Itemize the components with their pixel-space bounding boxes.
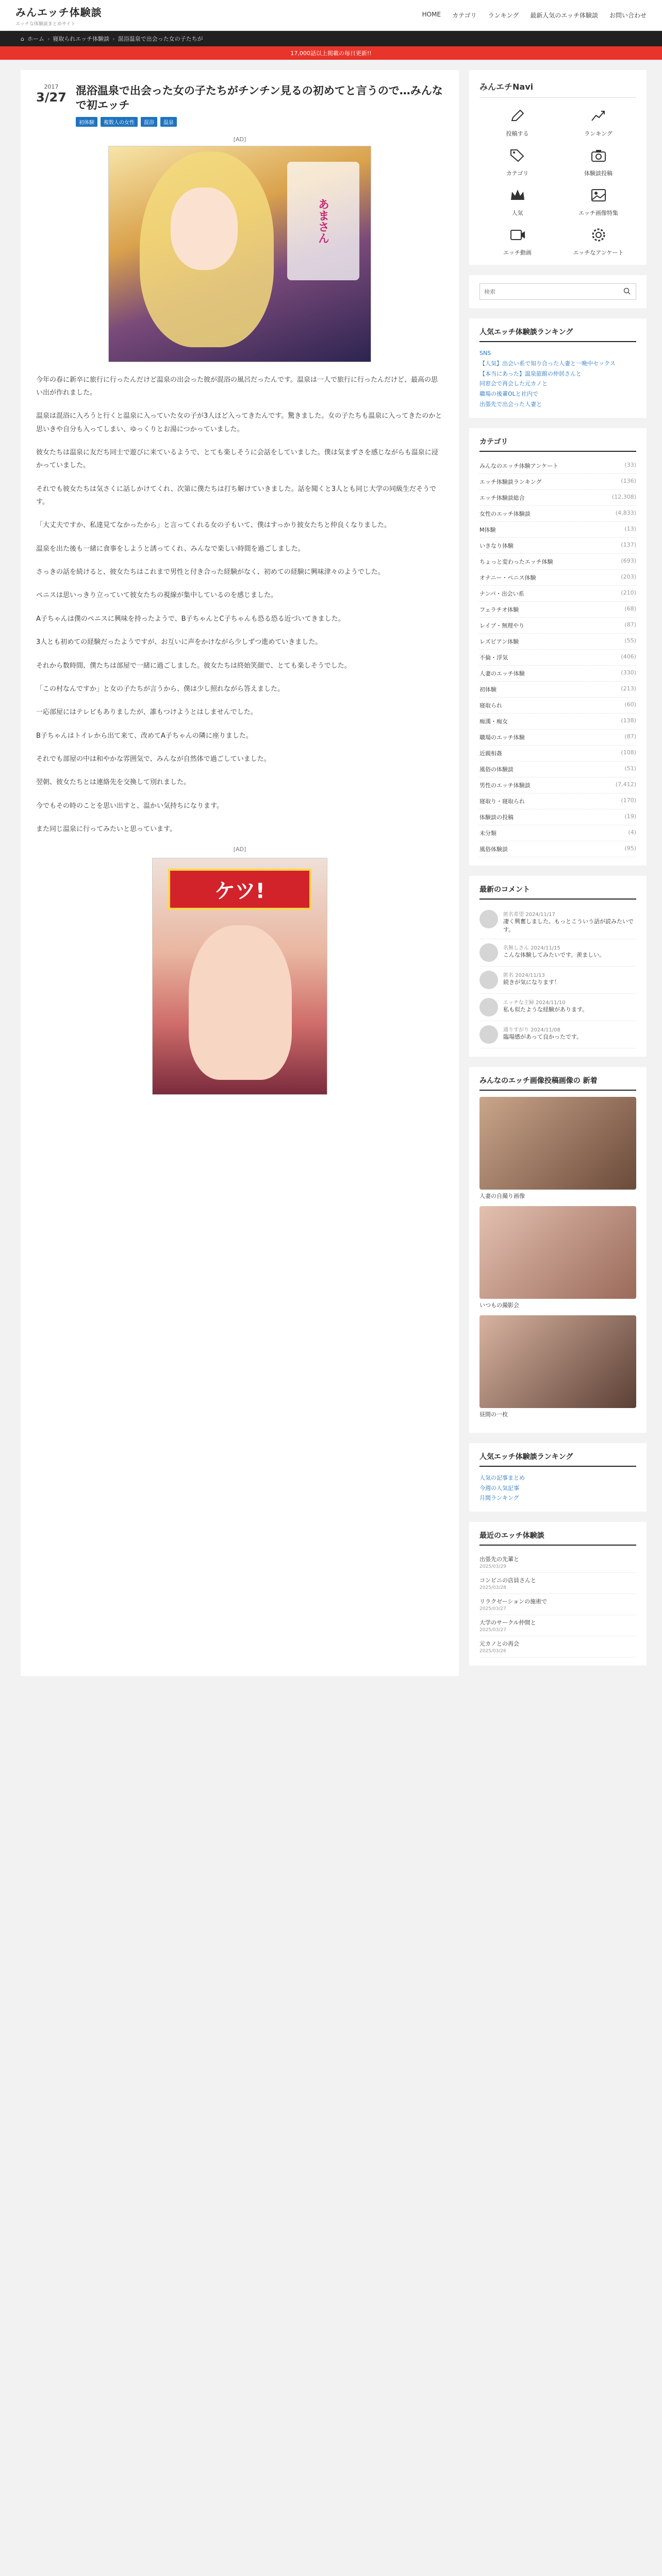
- category-item[interactable]: [479, 474, 636, 490]
- comment-text: こんな体験してみたいです。羨ましい。: [503, 951, 605, 958]
- category-widget: [469, 428, 647, 866]
- category-item[interactable]: [479, 745, 636, 761]
- comment-meta: [503, 1025, 582, 1033]
- camera-icon: [590, 147, 607, 166]
- category-item[interactable]: [479, 634, 636, 650]
- tag[interactable]: 混浴: [141, 117, 157, 127]
- comment-content: [503, 1025, 582, 1044]
- ranking-link[interactable]: SNS: [479, 350, 491, 357]
- comment-text: 私も似たような経験があります。: [503, 1006, 588, 1013]
- category-label: ちょっと変わったエッチ体験: [479, 558, 553, 565]
- comment-author: 名無しさん: [503, 945, 529, 951]
- search-box: [479, 283, 636, 300]
- tag-icon: [509, 147, 526, 166]
- comment-content: [503, 998, 588, 1016]
- avatar: [479, 1025, 498, 1044]
- ranking2-list: [479, 1473, 636, 1503]
- ranking2-link[interactable]: 月間ランキング: [479, 1495, 519, 1502]
- category-count: (137): [621, 541, 636, 548]
- navi-item-4[interactable]: [479, 187, 555, 217]
- navi-item-1[interactable]: [560, 107, 636, 138]
- navi-item-label: 体験談投稿: [584, 170, 613, 177]
- ranking2-link[interactable]: 今週の人気記事: [479, 1484, 519, 1492]
- category-count: (19): [624, 812, 636, 820]
- post-month-day: 3/27: [36, 90, 67, 105]
- category-item[interactable]: [479, 714, 636, 730]
- navi-item-6[interactable]: [479, 226, 555, 257]
- category-label: 未分類: [479, 829, 496, 837]
- comment-item[interactable]: [479, 967, 636, 994]
- tag[interactable]: 温泉: [160, 117, 177, 127]
- breadcrumb-category[interactable]: 寝取られエッチ体験談: [53, 36, 110, 42]
- post-paragraph: さっきの話を続けると、彼女たちはこれまで男性と付き合った経験がなく、初めての経験に興味津々のようでした。: [36, 568, 385, 577]
- popular-images-widget: [469, 1067, 647, 1433]
- category-item[interactable]: [479, 538, 636, 554]
- navi-item-5[interactable]: [560, 187, 636, 217]
- breadcrumb-home[interactable]: ホーム: [27, 36, 44, 42]
- post-date: [36, 83, 67, 127]
- category-label: 男性のエッチ体験談: [479, 782, 531, 789]
- category-label: 人妻のエッチ体験: [479, 670, 525, 677]
- category-label: 風俗の体験談: [479, 766, 514, 773]
- post-year: 2017: [44, 83, 59, 90]
- category-count: (213): [621, 685, 636, 692]
- comment-date: 2024/11/13: [515, 972, 545, 978]
- category-label: 寝取られ: [479, 702, 502, 709]
- ranking2-widget: [469, 1443, 647, 1512]
- comment-meta: [503, 910, 636, 918]
- post-paragraph: 彼女たちは温泉に友だち同士で遊びに来ているようで、とても楽しそうに会話をしていました。僕は気まずさを感じながらも温泉に浸かっていました。: [36, 449, 438, 470]
- recent-item[interactable]: [479, 1573, 636, 1594]
- comment-text: 臨場感があって良かったです。: [503, 1033, 583, 1040]
- category-item[interactable]: [479, 522, 636, 538]
- popular-label: 昼間の一枚: [479, 1411, 508, 1418]
- popular-thumbnail: [479, 1315, 636, 1408]
- recent-widget: [469, 1522, 647, 1666]
- popular-label: 人妻の自撮り画像: [479, 1192, 525, 1199]
- popular-thumbnail: [479, 1206, 636, 1299]
- tag[interactable]: 初体験: [76, 117, 97, 127]
- category-count: (55): [624, 637, 636, 644]
- image-icon: [590, 187, 607, 206]
- category-label: フェラチオ体験: [479, 606, 519, 613]
- ranking-link[interactable]: 同窓会で再会した元カノと: [479, 380, 548, 387]
- category-item[interactable]: [479, 730, 636, 745]
- category-count: (210): [621, 589, 636, 596]
- illustration-figure: [189, 925, 292, 1080]
- breadcrumb-separator: ›: [112, 35, 115, 42]
- nav-ranking[interactable]: ランキング: [488, 12, 519, 19]
- logo-text: みんエッチ体験談: [15, 6, 102, 19]
- category-item[interactable]: [479, 809, 636, 825]
- post-paragraph: それでも部屋の中は和やかな雰囲気で、みんなが自然体で過ごしていました。: [36, 755, 271, 763]
- category-label: 痴漢・痴女: [479, 718, 508, 725]
- category-item[interactable]: [479, 650, 636, 666]
- ranking-widget: [469, 318, 647, 418]
- category-item[interactable]: [479, 602, 636, 618]
- avatar: [479, 998, 498, 1016]
- navi-icon-grid: [479, 98, 636, 257]
- logo-subtitle: エッチな体験談まとめサイト: [15, 21, 76, 27]
- chart-icon: [590, 107, 607, 126]
- illustration-face: [171, 188, 238, 270]
- category-count: (4): [628, 828, 636, 836]
- recent-date: 2025/03/29: [479, 1564, 506, 1570]
- category-count: (693): [621, 557, 636, 564]
- recent-date: 2025/03/27: [479, 1628, 506, 1633]
- category-count: (68): [624, 605, 636, 612]
- site-header: [0, 0, 662, 31]
- notice-bar[interactable]: 17,000話以上掲載の毎日更新!!: [0, 46, 662, 60]
- ranking-link[interactable]: 【本当にあった】温泉旅館の仲居さんと: [479, 370, 582, 377]
- category-label: エッチ体験談ランキング: [479, 478, 542, 485]
- comment-meta: [503, 943, 605, 951]
- edit-icon: [509, 107, 526, 126]
- category-item[interactable]: [479, 666, 636, 682]
- nav-category[interactable]: カテゴリ: [452, 12, 477, 19]
- post-paragraph: 今年の春に新卒に旅行に行ったんだけど温泉の出会った彼が混浴の風呂だったんです。温泉は一人で旅行に行ったんだけど、最高の思い出が作れました。: [36, 376, 438, 397]
- main-nav: [422, 11, 647, 20]
- recent-item[interactable]: [479, 1615, 636, 1636]
- post-paragraph: 温泉は混浴に入ろうと行くと温泉に入っていた女の子が3人ほど入ってきたんです。驚きました。女の子たちも温泉に入ってきたのかと思いきや自分も入ってしまい、ゆっくりとお湯につかっていました。: [36, 412, 442, 433]
- recent-item[interactable]: [479, 1552, 636, 1573]
- popular-label: いつもの撮影会: [479, 1301, 519, 1309]
- popular-image-item[interactable]: [479, 1097, 636, 1200]
- popular-thumbnail: [479, 1097, 636, 1190]
- category-item[interactable]: [479, 777, 636, 793]
- comment-content: [503, 943, 605, 962]
- category-label: 寝取り・寝取られ: [479, 798, 525, 805]
- category-count: (330): [621, 669, 636, 676]
- sidebar: [469, 70, 647, 1676]
- breadcrumb: [0, 31, 662, 46]
- video-icon: [509, 226, 526, 245]
- search-input[interactable]: [480, 284, 618, 299]
- navi-item-2[interactable]: [479, 147, 555, 177]
- category-label: 職場のエッチ体験: [479, 734, 525, 741]
- category-item[interactable]: [479, 841, 636, 857]
- ad-label-2: [AD]: [233, 846, 246, 853]
- post-body: [36, 374, 443, 836]
- post-paragraph: それでも彼女たちは気さくに話しかけてくれ、次第に僕たちは打ち解けていきました。話を聞くと3人とも同じ大学の同級生だそうです。: [36, 485, 437, 506]
- recent-title: 元カノとの再会: [479, 1640, 519, 1648]
- navi-item-label: カテゴリ: [506, 170, 529, 177]
- comment-date: 2024/11/10: [536, 999, 566, 1006]
- category-count: (138): [621, 717, 636, 724]
- ranking2-title: 人気エッチ体験談ランキング: [479, 1451, 636, 1467]
- ranking-title: 人気エッチ体験談ランキング: [479, 327, 636, 342]
- comment-item[interactable]: [479, 939, 636, 967]
- category-item[interactable]: [479, 825, 636, 841]
- ranking-link[interactable]: 出張先で出会った人妻と: [479, 400, 542, 408]
- navi-title: みんエチNavi: [479, 75, 636, 98]
- comment-author: 通りすがり: [503, 1027, 529, 1033]
- popular-title: みんなのエッチ画像投稿画像の 新着: [479, 1075, 636, 1091]
- navi-item-label: 人気: [511, 210, 523, 216]
- navi-item-label: エッチなアンケート: [573, 249, 624, 256]
- comment-date: 2024/11/15: [531, 945, 560, 951]
- post-title: 混浴温泉で出会った女の子たちがチンチン見るの初めてと言うので…みんなで初エッチ: [75, 84, 443, 112]
- navi-widget: [469, 70, 647, 265]
- comment-content: [503, 971, 560, 989]
- recent-item[interactable]: [479, 1636, 636, 1657]
- avatar: [479, 943, 498, 962]
- breadcrumb-current: 混浴温泉で出会った女の子たちが: [118, 36, 203, 42]
- navi-item-7[interactable]: [560, 226, 636, 257]
- post-paragraph: A子ちゃんは僕のペニスに興味を持ったようで、B子ちゃんとC子ちゃんも恐る恐る近づいてきました。: [36, 615, 345, 623]
- comment-meta: [503, 998, 588, 1006]
- ranking-link[interactable]: 【人気】出会い系で知り合った人妻と一晩中セックス: [479, 360, 616, 367]
- comments-title: 最新のコメント: [479, 884, 636, 900]
- category-label: みんなのエッチ体験アンケート: [479, 462, 559, 469]
- category-label: 風俗体験談: [479, 845, 508, 853]
- category-item[interactable]: [479, 618, 636, 634]
- comment-list: [479, 906, 636, 1048]
- category-count: (95): [624, 844, 636, 852]
- tag[interactable]: 複数人の女性: [101, 117, 138, 127]
- recent-date: 2025/03/28: [479, 1585, 506, 1591]
- avatar: [479, 971, 498, 989]
- navi-item-3[interactable]: [560, 147, 636, 177]
- recent-title: リラクゼーションの施術で: [479, 1598, 548, 1605]
- category-title: カテゴリ: [479, 436, 636, 452]
- navi-item-label: エッチ動画: [503, 249, 532, 256]
- category-label: 初体験: [479, 686, 496, 693]
- home-icon[interactable]: ⌂: [21, 35, 24, 42]
- ad-banner-image[interactable]: [108, 146, 371, 362]
- nav-contact[interactable]: お問い合わせ: [609, 12, 647, 19]
- crown-icon: [509, 187, 526, 206]
- ranking-list: [479, 348, 636, 410]
- recent-title: 出張先の先輩と: [479, 1556, 519, 1563]
- popular-image-item[interactable]: [479, 1206, 636, 1309]
- avatar: [479, 910, 498, 928]
- category-count: (406): [621, 653, 636, 660]
- article: [21, 70, 459, 1676]
- comment-author: 匿名: [503, 972, 514, 978]
- category-item[interactable]: [479, 490, 636, 506]
- post-paragraph: 翌朝、彼女たちとは連絡先を交換して別れました。: [36, 778, 191, 787]
- category-count: (33): [624, 461, 636, 468]
- banner-headline: ケツ!: [168, 869, 311, 910]
- recent-date: 2025/03/27: [479, 1606, 506, 1612]
- category-label: 不倫・浮気: [479, 654, 508, 661]
- site-logo[interactable]: [15, 4, 150, 27]
- category-label: いきなり体験: [479, 542, 514, 549]
- post-paragraph: それから数時間、僕たちは部屋で一緒に過ごしました。彼女たちは終始笑顔で、とても楽しそうでした。: [36, 662, 351, 670]
- comment-item[interactable]: [479, 1021, 636, 1048]
- post-paragraph: 温泉を出た後も一緒に食事をしようと誘ってくれ、みんなで楽しい時間を過ごしました。: [36, 545, 305, 553]
- comment-content: [503, 910, 636, 935]
- category-count: (13): [624, 525, 636, 532]
- category-count: (87): [624, 733, 636, 740]
- category-label: ナンパ・出会い系: [479, 590, 524, 597]
- ad-label: [AD]: [233, 135, 246, 143]
- search-widget: [469, 275, 647, 308]
- ranking2-link[interactable]: 人気の記事まとめ: [479, 1474, 525, 1481]
- category-count: (12,308): [611, 493, 636, 500]
- navi-item-0[interactable]: [479, 107, 555, 138]
- comment-meta: [503, 971, 560, 978]
- post-paragraph: 3人とも初めての経験だったようですが、お互いに声をかけながら少しずつ進めていきました。: [36, 638, 322, 647]
- category-item[interactable]: [479, 458, 636, 474]
- category-label: エッチ体験談総合: [479, 494, 525, 501]
- category-item[interactable]: [479, 506, 636, 522]
- category-count: (60): [624, 701, 636, 708]
- comment-text: 続きが気になります！: [503, 978, 560, 986]
- search-button[interactable]: [618, 284, 636, 299]
- category-count: (108): [621, 749, 636, 756]
- comment-item[interactable]: [479, 906, 636, 939]
- search-icon: [623, 287, 631, 295]
- banner-title-art: あまさん: [287, 162, 359, 280]
- category-item[interactable]: [479, 793, 636, 809]
- post-tags: [76, 117, 443, 127]
- popular-image-item[interactable]: [479, 1315, 636, 1418]
- post-paragraph: ペニスは思いっきり立っていて彼女たちの視線が集中しているのを感じました。: [36, 591, 278, 600]
- post-paragraph: 今でもその時のことを思い出すと、温かい気持ちになります。: [36, 802, 223, 810]
- recent-title: 最近のエッチ体験談: [479, 1530, 636, 1546]
- comment-author: 匿名希望: [503, 911, 524, 918]
- category-label: 女性のエッチ体験談: [479, 510, 531, 517]
- post-paragraph: B子ちゃんはトイレから出て来て、改めてA子ちゃんの隣に座りました。: [36, 732, 253, 740]
- recent-title: 大学のサークル仲間と: [479, 1619, 536, 1626]
- category-item[interactable]: [479, 570, 636, 586]
- comment-author: エッチな主婦: [503, 999, 534, 1006]
- category-count: (136): [621, 477, 636, 484]
- navi-item-label: エッチ画像特集: [578, 210, 618, 216]
- post-paragraph: 「この村なんですか」と女の子たちが言うから、僕は少し照れながら答えました。: [36, 685, 285, 693]
- category-item[interactable]: [479, 698, 636, 714]
- category-label: M体験: [479, 526, 496, 533]
- nav-home[interactable]: HOME: [422, 11, 441, 18]
- popular-list: [479, 1097, 636, 1418]
- navi-item-label: ランキング: [584, 130, 613, 137]
- recent-item[interactable]: [479, 1594, 636, 1615]
- nav-latest[interactable]: 最新人気のエッチ体験談: [530, 12, 598, 19]
- comments-widget: [469, 876, 647, 1057]
- category-label: 体験談の投稿: [479, 814, 514, 821]
- ad-banner-image-2[interactable]: [152, 858, 327, 1095]
- category-item[interactable]: [479, 586, 636, 602]
- category-count: (51): [624, 765, 636, 772]
- comment-text: 凄く興奮しました。もっとこういう話が読みたいです。: [503, 918, 634, 934]
- category-item[interactable]: [479, 682, 636, 698]
- post-paragraph: 一応部屋にはテレビもありましたが、誰もつけようとはしませんでした。: [36, 708, 257, 717]
- post-header: [36, 83, 443, 127]
- recent-title: コンビニの店員さんと: [479, 1577, 536, 1584]
- category-count: (4,833): [615, 509, 636, 516]
- comment-date: 2024/11/17: [525, 911, 555, 918]
- category-label: オナニー・ペニス体験: [479, 574, 536, 581]
- comment-item[interactable]: [479, 994, 636, 1021]
- category-label: レイプ・無理やり: [479, 622, 525, 629]
- category-count: (170): [621, 796, 636, 804]
- content-wrapper: [0, 60, 662, 1686]
- category-count: (7,412): [615, 781, 636, 788]
- category-item[interactable]: [479, 761, 636, 777]
- category-count: (87): [624, 621, 636, 628]
- breadcrumb-separator: ›: [47, 35, 50, 42]
- category-label: 近親相姦: [479, 750, 502, 757]
- ranking-link[interactable]: 職場の後輩OLと社内で: [479, 391, 538, 398]
- category-count: (203): [621, 573, 636, 580]
- navi-item-label: 投稿する: [506, 130, 529, 137]
- gear-icon: [590, 226, 607, 245]
- recent-list: [479, 1552, 636, 1657]
- post-paragraph: また同じ温泉に行ってみたいと思っています。: [36, 825, 176, 833]
- category-item[interactable]: [479, 554, 636, 570]
- category-list: [479, 458, 636, 857]
- recent-date: 2025/03/26: [479, 1649, 506, 1654]
- post-paragraph: 「大丈夫ですか、私達見てなかったから」と言ってくれる女の子もいて、僕はすっかり彼女たちと仲良くなりました。: [36, 521, 391, 530]
- comment-date: 2024/11/08: [531, 1027, 560, 1033]
- category-label: レズビアン体験: [479, 638, 519, 645]
